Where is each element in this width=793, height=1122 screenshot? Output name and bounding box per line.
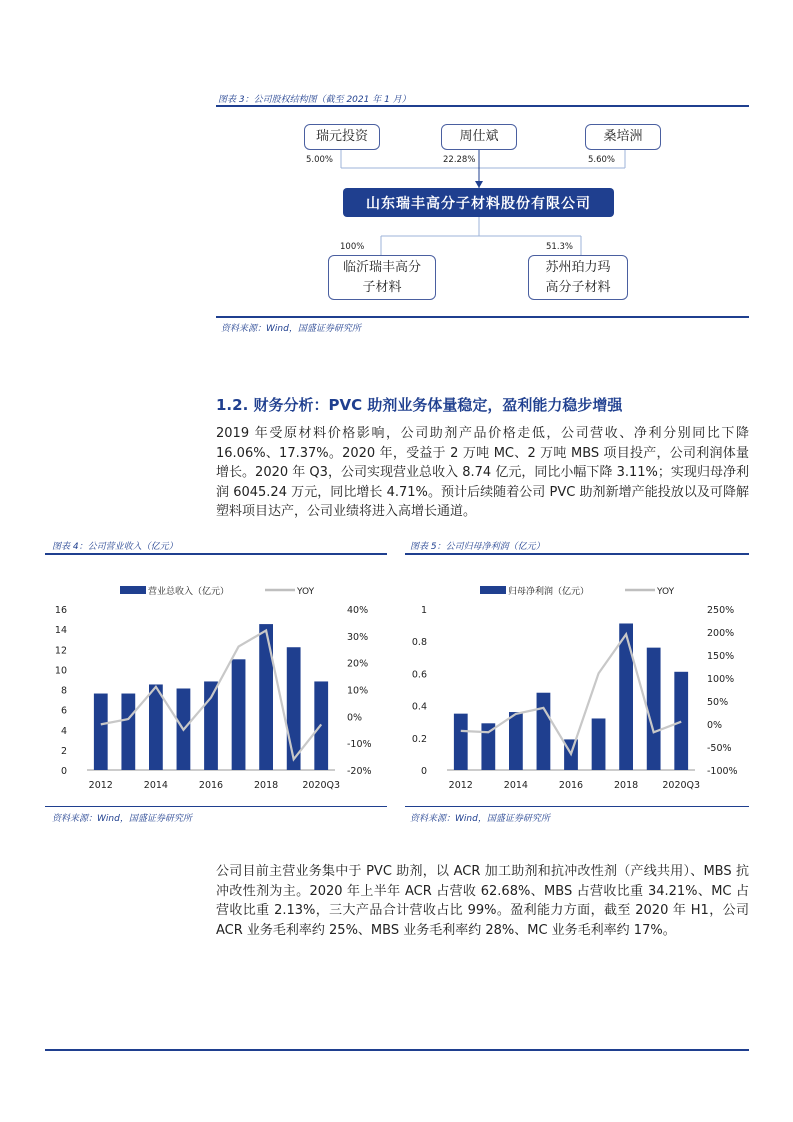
y-tick-label: 0: [60, 766, 67, 777]
fig4-source: 资料来源：Wind，国盛证券研究所: [52, 814, 192, 824]
y2-tick-label: 250%: [707, 605, 735, 616]
y-tick-label: 6: [60, 705, 67, 717]
bar: [204, 681, 218, 770]
fig4-chart: [45, 565, 390, 805]
x-tick-label: 2014: [503, 780, 528, 791]
shareholder-name: 周仕斌: [459, 129, 499, 144]
y2-tick-label: 0%: [707, 720, 723, 731]
legend-bar-swatch: [120, 586, 146, 594]
x-tick-label: 2020Q3: [662, 780, 701, 791]
bar: [619, 623, 633, 770]
x-tick-label: 2020Q3: [302, 780, 341, 791]
legend-bar-label: 归母净利润（亿元）: [508, 587, 590, 597]
bar: [592, 718, 606, 770]
y2-tick-label: 50%: [707, 697, 729, 708]
y-tick-label: 0.4: [411, 701, 427, 713]
shareholder-box-zhoushibin: [441, 124, 517, 150]
fig4-bottom-rule: [45, 806, 387, 807]
y2-tick-label: -20%: [347, 766, 372, 777]
y2-tick-label: 150%: [707, 651, 735, 662]
shareholder-name: 瑞元投资: [315, 129, 368, 144]
fig3-source: 资料来源：Wind，国盛证券研究所: [221, 324, 361, 334]
fig4-caption: 图表 4：公司营业收入（亿元）: [52, 542, 178, 552]
bar: [537, 693, 551, 770]
y2-tick-label: -50%: [707, 743, 732, 754]
y-tick-label: 0.6: [411, 669, 427, 681]
section-paragraph-2: 公司目前主营业务集中于 PVC 助剂，以 ACR 加工助剂和抗冲改性剂（产线共用）、MBS 抗冲改性剂为主。2020 年上半年 ACR 占营收 62.68%、MBS 占营收比重 34.21%、MC 占营收比重 2.13%，三大产品合计营收占比 99%。盈利能力方面，截至 2020 年 H1，公司 ACR 业务毛利率约 25%、MBS 业务毛利率约 28%、MC 业务毛利率约 17%。: [216, 864, 749, 938]
y-tick-label: 8: [60, 685, 67, 697]
bar: [647, 648, 661, 770]
footer-rule: [45, 1049, 749, 1051]
y-tick-label: 0.2: [411, 733, 427, 745]
y-tick-label: 16: [54, 605, 67, 616]
shareholder-box-sangpeizhou: [585, 124, 661, 150]
section-paragraph-1: 2019 年受原材料价格影响，公司助剂产品价格走低，公司营收、净利分别同比下降 16.06%、17.37%。2020 年，受益于 2 万吨 MC、2 万吨 MBS 项目投产，公司利润体量增长。2020 年 Q3，公司实现营业总收入 8.74 亿元，同比小幅下降 3.11%；实现归母净利润 6045.24 万元，同比增长 4.71%。预计后续随着公司 PVC 助剂新增产能投放以及可降解塑料项目达产，公司业绩将进入高增长通道。: [216, 426, 749, 519]
bar: [259, 624, 273, 770]
x-tick-label: 2016: [558, 780, 584, 791]
subsidiary-name-line1: 临沂瑞丰高分: [342, 259, 421, 275]
x-tick-label: 2016: [198, 780, 224, 791]
y2-tick-label: 40%: [347, 605, 369, 616]
bar: [94, 694, 108, 770]
x-tick-label: 2018: [614, 780, 639, 791]
y-tick-label: 0.8: [411, 637, 427, 649]
fig5-caption: 图表 5：公司归母净利润（亿元）: [410, 542, 545, 552]
bar: [509, 712, 523, 770]
y2-tick-label: -10%: [347, 739, 372, 751]
x-tick-label: 2012: [448, 780, 473, 791]
fig3-bottom-rule: [216, 316, 749, 318]
bar: [121, 694, 135, 770]
legend-bar-label: 营业总收入（亿元）: [148, 587, 230, 597]
subsidiary-name-line1: 苏州珀力玛: [545, 259, 611, 275]
bar: [232, 659, 246, 770]
y-tick-label: 10: [54, 665, 67, 677]
y2-tick-label: 200%: [707, 628, 735, 639]
shareholder-name: 桑培洲: [603, 129, 643, 144]
y2-tick-label: -100%: [707, 766, 738, 777]
y2-tick-label: 0%: [347, 712, 363, 724]
fig5-bottom-rule: [405, 806, 749, 807]
fig3-caption: 图表 3：公司股权结构图（截至 2021 年 1 月）: [218, 95, 411, 105]
y-tick-label: 2: [60, 745, 67, 757]
fig4-top-rule: [45, 553, 387, 555]
bar: [674, 672, 688, 770]
shareholder-pct: 5.00%: [306, 155, 334, 165]
y2-tick-label: 20%: [347, 658, 369, 670]
subsidiary-name-line2: 高分子材料: [545, 279, 611, 295]
company-box: 山东瑞丰高分子材料股份有限公司: [343, 188, 614, 217]
y-tick-label: 12: [54, 645, 67, 657]
x-tick-label: 2018: [254, 780, 279, 791]
y-tick-label: 1: [420, 605, 427, 616]
fig5-source: 资料来源：Wind，国盛证券研究所: [410, 814, 550, 824]
legend-bar-swatch: [480, 586, 506, 594]
section-heading: 1.2. 财务分析：PVC 助剂业务体量稳定，盈利能力稳步增强: [216, 396, 623, 414]
subsidiary-name-line2: 子材料: [362, 279, 402, 295]
bar: [454, 714, 468, 770]
legend-line-label: YOY: [297, 587, 315, 597]
y2-tick-label: 30%: [347, 631, 369, 643]
fig5-chart: [405, 565, 750, 805]
y-tick-label: 4: [60, 725, 67, 737]
shareholder-pct: 22.28%: [443, 155, 476, 165]
x-tick-label: 2014: [143, 780, 168, 791]
bar: [149, 684, 163, 770]
shareholder-pct: 5.60%: [588, 155, 616, 165]
y2-tick-label: 100%: [707, 674, 735, 685]
subsidiary-box-suzhou: [528, 255, 628, 300]
y2-tick-label: 10%: [347, 685, 369, 697]
y-tick-label: 14: [54, 625, 67, 637]
fig5-top-rule: [405, 553, 749, 555]
legend-line-label: YOY: [657, 587, 675, 597]
y-tick-label: 0: [420, 766, 427, 777]
subsidiary-box-linyi: [328, 255, 436, 300]
subsidiary-pct: 51.3%: [546, 242, 574, 252]
shareholder-box-ruiyuan: [304, 124, 380, 150]
subsidiary-pct: 100%: [340, 242, 365, 252]
x-tick-label: 2012: [88, 780, 113, 791]
